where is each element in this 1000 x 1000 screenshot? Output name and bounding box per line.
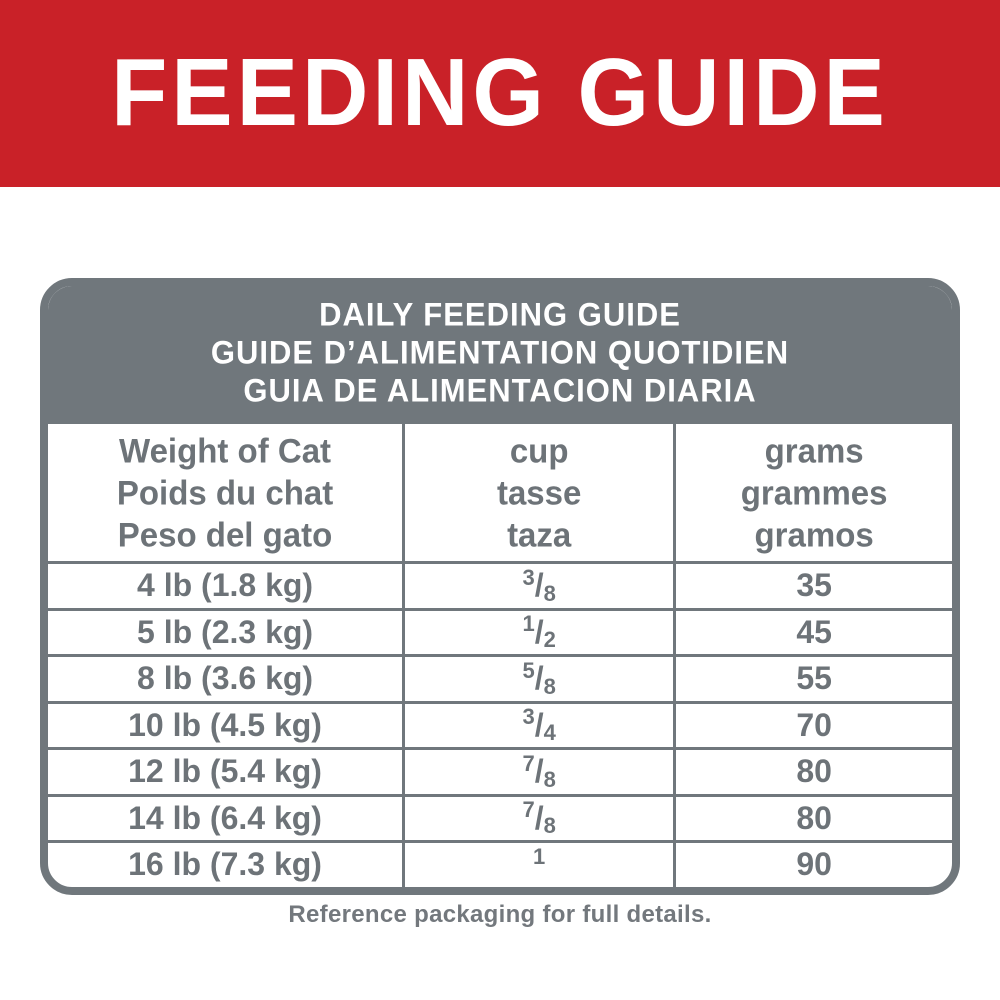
cup-cell <box>405 704 676 748</box>
cup-denominator: 8 <box>543 673 556 699</box>
weight-cell: 16 lb (7.3 kg) <box>48 843 405 887</box>
weight-cell: 8 lb (3.6 kg) <box>48 657 405 701</box>
cup-denominator: 8 <box>543 813 556 839</box>
table-row <box>48 608 952 655</box>
footer-note: Reference packaging for full details. <box>288 901 712 928</box>
grams-cell: 35 <box>796 567 832 604</box>
weight-cell: 12 lb (5.4 kg) <box>48 750 405 794</box>
weight-cell: 14 lb (6.4 kg) <box>48 797 405 841</box>
cup-cell <box>405 843 676 887</box>
column-header-grams-en: grams <box>764 430 864 470</box>
column-header-weight-fr: Poids du chat <box>116 472 334 512</box>
grams-cell: 55 <box>796 660 832 697</box>
grams-cell: 70 <box>796 706 832 743</box>
table-row <box>48 794 952 841</box>
column-header-grams-es: gramos <box>754 514 874 554</box>
column-header-cup-es: taza <box>507 514 572 554</box>
column-header-grams-fr: grammes <box>740 472 888 512</box>
column-header-cup-en: cup <box>509 430 569 470</box>
table-title-line-fr: GUIDE D’ALIMENTATION QUOTIDIEN <box>210 334 790 371</box>
cup-cell <box>405 657 676 701</box>
table-row <box>48 840 952 887</box>
grams-cell: 80 <box>796 753 832 790</box>
cup-denominator: 8 <box>543 580 556 606</box>
cup-numerator: 5 <box>522 657 535 683</box>
weight-cell: 5 lb (2.3 kg) <box>48 611 405 655</box>
grams-cell: 90 <box>796 846 832 883</box>
table-row <box>48 701 952 748</box>
cup-numerator: 1 <box>533 843 546 869</box>
grams-cell: 45 <box>796 613 832 650</box>
column-header-weight <box>48 424 405 561</box>
table-row <box>48 654 952 701</box>
column-header-row <box>48 424 952 561</box>
table-title-line-en: DAILY FEEDING GUIDE <box>319 296 681 333</box>
cup-numerator: 3 <box>522 704 535 730</box>
cup-denominator: 2 <box>543 627 556 653</box>
column-header-cup <box>405 424 676 561</box>
fraction-slash: / <box>534 567 544 604</box>
table-title <box>48 286 952 424</box>
weight-cell: 4 lb (1.8 kg) <box>48 564 405 608</box>
fraction-slash: / <box>534 753 544 790</box>
cup-numerator: 7 <box>522 750 535 776</box>
cup-cell <box>405 564 676 608</box>
column-header-weight-en: Weight of Cat <box>119 430 332 470</box>
table-row <box>48 561 952 608</box>
column-header-weight-es: Peso del gato <box>117 514 333 554</box>
table-row <box>48 747 952 794</box>
fraction-slash: / <box>534 660 544 697</box>
cup-cell <box>405 611 676 655</box>
column-header-cup-fr: tasse <box>496 472 582 512</box>
cup-numerator: 1 <box>522 611 535 637</box>
cup-denominator: 4 <box>543 720 556 746</box>
fraction-slash: / <box>534 613 544 650</box>
fraction-slash: / <box>534 706 544 743</box>
cup-numerator: 7 <box>522 797 535 823</box>
cup-cell <box>405 750 676 794</box>
banner-title: FEEDING GUIDE <box>111 39 889 147</box>
cup-numerator: 3 <box>522 564 535 590</box>
column-header-grams <box>676 424 952 561</box>
table-title-line-es: GUIA DE ALIMENTACION DIARIA <box>243 372 757 409</box>
daily-feeding-guide-table <box>40 278 960 895</box>
feeding-guide-banner <box>0 0 1000 187</box>
cup-denominator: 8 <box>543 766 556 792</box>
fraction-slash: / <box>534 799 544 836</box>
cup-cell <box>405 797 676 841</box>
weight-cell: 10 lb (4.5 kg) <box>48 704 405 748</box>
grams-cell: 80 <box>796 799 832 836</box>
